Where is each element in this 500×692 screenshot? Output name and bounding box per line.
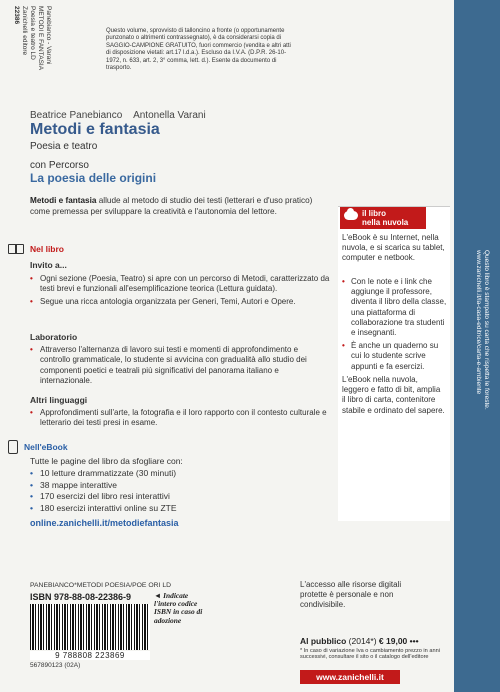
barcode-small-code: 567890123 (02A) [30,662,81,669]
invito-label: Invito a... [30,260,67,270]
list-item: • È anche un quaderno su cui lo studente scrive appunti e fa esercizi. [342,341,448,372]
cloud-paragraph-2: L'eBook nella nuvola, leggero e fatto di bit, amplia il libro di carta, contenitore stabile e ordinato del sapere. [342,375,445,415]
book-title: Metodi e fantasia [30,121,160,138]
spine-strip [454,0,500,692]
price-note: * In caso di variazione Iva o cambiamento prezzo in anni successivi, consultare il sito o il catalogo dell'editore [300,648,440,661]
altri-list [30,408,330,431]
cloud-badge: il libro nella nuvola [340,207,426,229]
nel-libro-heading: Nel libro [8,244,64,254]
spine-label-left [4,6,92,86]
nell-ebook-heading: Nell'eBook [8,440,68,454]
tablet-icon [8,440,18,454]
ebook-list [30,468,330,514]
access-note: L'accesso alle risorse digitali protette è personale e non condivisibile. [300,580,402,609]
with-label: con Percorso [30,160,89,171]
sample-copy-notice: Questo volume, sprovvisto di talloncino a fronte (o opportunamente punzonato o altrimenti contrassegnato), è da considerarsi copia di SAGGIO-CAMPIONE GRATUITO, fuori commercio (vendita e altri atti di disposizione vietati: art.17 l.d.a.). Escluso da I.V.A. (D.P.R. 26-10-1972, n. 633, art. 2, 3° comma, lett. d.). Esente da documento di trasporto. [106,28,291,72]
isbn: ISBN 978-88-08-22386-9 [30,592,132,602]
barcode [30,604,150,650]
laboratorio-label: Laboratorio [30,332,78,342]
book-subtitle: Poesia e teatro [30,141,98,152]
laboratorio-list [30,345,330,389]
price-line: Al pubblico (2014*) € 19,00 ••• [300,636,419,646]
product-code: PANEBIANCO*METODI POESIA/POE ORI LD [30,582,172,589]
cloud-box [338,206,450,521]
invito-list [30,274,330,309]
isbn-note: ◄ Indicate l'intero codice ISBN in caso di adozione [154,591,203,625]
author-1: Beatrice Panebianco [30,110,123,121]
ebook-link[interactable]: online.zanichelli.it/metodiefantasia [30,518,179,528]
list-item: • Segue una ricca antologia organizzata per Generi, Temi, Autori e Opere. [30,297,330,307]
list-item: • 38 mappe interattive [30,480,330,492]
ebook-intro: Tutte le pagine del libro da sfogliare con: [30,456,183,466]
intro-paragraph: Metodi e fantasia allude al metodo di studio dei testi (letterari e d'uso pratico) come premessa per sviluppare la creatività e l'autonomia del lettore. [30,196,313,216]
spine-text: Questo libro è stampato su carta che rispetta le foreste. www.zanichelli.it/la-casa-editrice/carta-e-ambiente [475,250,490,410]
spine-label-lines: Panebianco - Varani METODI E FANTASIA Poesia e teatro LD Zanichelli editore 22386 [13,6,52,71]
list-item: • 170 esercizi del libro resi interattivi [30,491,330,503]
publisher-logo: www.zanichelli.it [300,670,400,684]
list-item: • Approfondimenti sull'arte, la fotografia e il loro rapporto con il contesto culturale e letterario dei testi presi in esame. [30,408,330,429]
barcode-number: 9 788808 223869 [30,651,150,660]
authors [30,110,206,121]
cloud-icon [344,211,358,220]
list-item: • 10 letture drammatizzate (30 minuti) [30,468,330,480]
list-item: • Ogni sezione (Poesia, Teatro) si apre con un percorso di Metodi, caratterizzato da testi brevi e funzionali all'esemplificazione teorica (Lettura guidata). [30,274,330,295]
book-theme: La poesia delle origini [30,171,157,185]
cloud-list [342,277,448,375]
book-icon [8,244,24,254]
list-item: • 180 esercizi interattivi online su ZTE [30,503,330,515]
altri-label: Altri linguaggi [30,395,88,405]
cloud-paragraph-1: L'eBook è su Internet, nella nuvola, e si scarica su tablet, computer e netbook. [342,233,445,263]
author-2: Antonella Varani [133,110,206,121]
list-item: • Attraverso l'alternanza di lavoro sui testi e momenti di approfondimento e controllo grammaticale, lo studente si avvicina con gradualità allo studio dei componenti poetici e teatrali più significativi del panorama italiano e internazionale. [30,345,330,387]
list-item: • Con le note e i link che aggiunge il professore, diventa il libro della classe, una piattaforma di collaborazione tra studenti e insegnanti. [342,277,448,338]
